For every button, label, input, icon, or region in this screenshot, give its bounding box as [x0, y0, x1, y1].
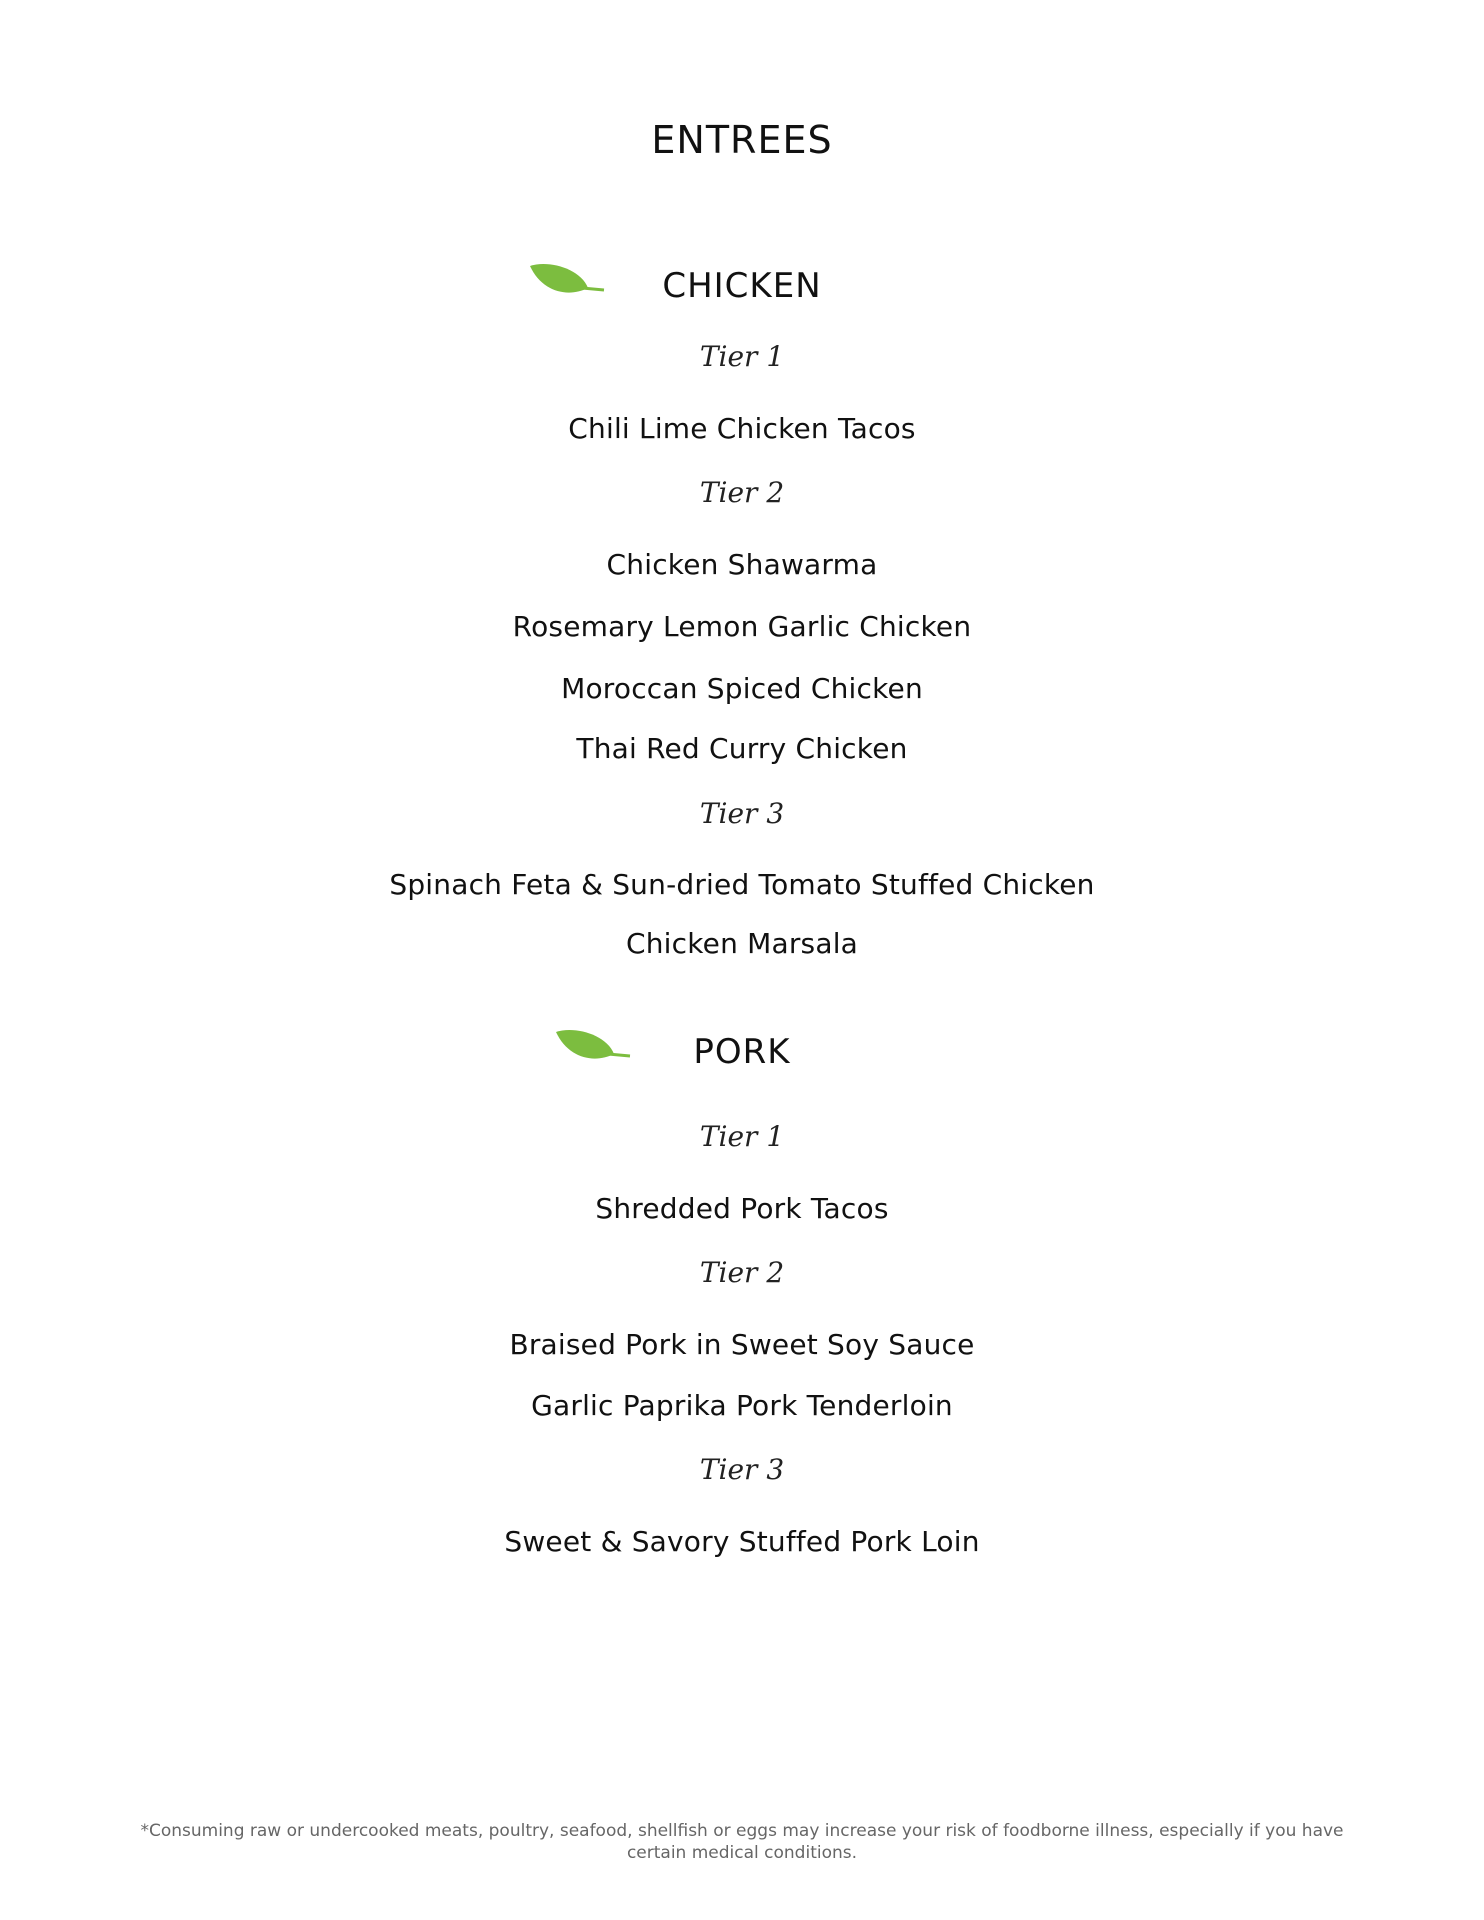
menu-item: Chili Lime Chicken Tacos: [568, 412, 916, 445]
menu-item: Moroccan Spiced Chicken: [561, 672, 923, 705]
menu-item: Thai Red Curry Chicken: [576, 732, 908, 765]
tier-label: Tier 3: [699, 1453, 785, 1486]
menu-item: Spinach Feta & Sun-dried Tomato Stuffed Chicken: [389, 868, 1095, 901]
menu-item: Rosemary Lemon Garlic Chicken: [512, 610, 972, 643]
menu-item: Sweet & Savory Stuffed Pork Loin: [504, 1525, 980, 1558]
menu-item: Garlic Paprika Pork Tenderloin: [531, 1389, 953, 1422]
section-heading-pork: PORK: [693, 1032, 791, 1072]
menu-item: Chicken Shawarma: [606, 548, 878, 581]
menu-item: Shredded Pork Tacos: [595, 1192, 889, 1225]
menu-item: Chicken Marsala: [625, 927, 859, 960]
tier-label: Tier 1: [699, 340, 785, 373]
tier-label: Tier 2: [699, 476, 785, 509]
menu-item: Braised Pork in Sweet Soy Sauce: [509, 1328, 975, 1361]
section-heading-chicken: CHICKEN: [662, 266, 822, 306]
tier-label: Tier 3: [699, 797, 785, 830]
food-safety-disclaimer: *Consuming raw or undercooked meats, poultry, seafood, shellfish or eggs may increase your risk of foodborne illness, especially if you have certain medical conditions.: [140, 1821, 1344, 1863]
tier-label: Tier 2: [699, 1256, 785, 1289]
tier-label: Tier 1: [699, 1120, 785, 1153]
page-title: ENTREES: [651, 118, 833, 162]
